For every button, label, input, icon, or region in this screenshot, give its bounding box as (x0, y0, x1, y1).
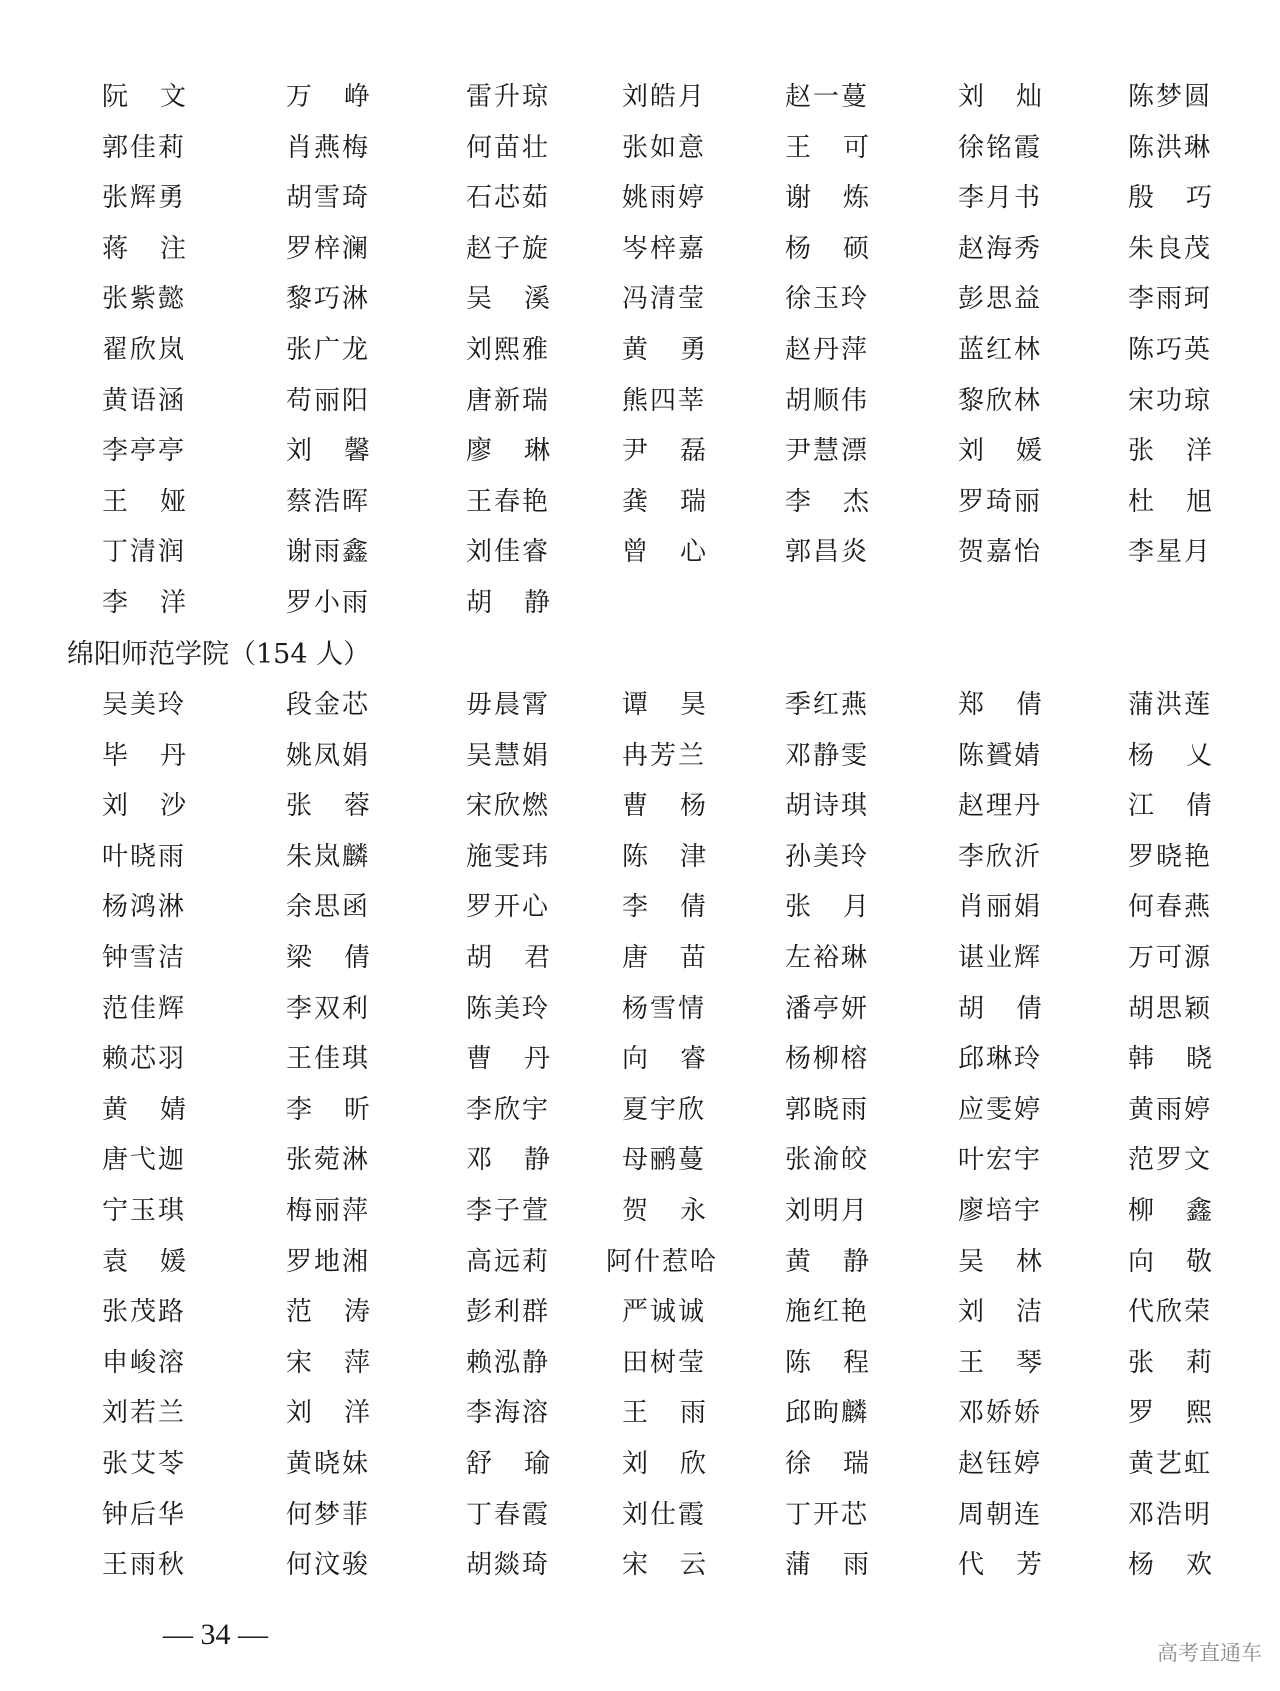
person-name: 宁玉琪 (102, 1196, 187, 1226)
person-name: 谌业辉 (958, 943, 1043, 973)
person-name: 郑倩 (958, 690, 1075, 720)
name-row (0, 332, 1280, 368)
person-name: 宋萍 (286, 1347, 403, 1378)
person-name: 毋晨霄 (466, 690, 551, 720)
person-name: 叶晓雨 (102, 841, 187, 872)
person-name: 王雨秋 (102, 1550, 187, 1581)
person-name: 陈巧英 (1128, 335, 1213, 365)
person-name: 代芳 (958, 1550, 1075, 1581)
person-name: 向敬 (1128, 1246, 1245, 1277)
person-name: 万可源 (1128, 943, 1213, 973)
person-name: 张渝皎 (785, 1145, 870, 1176)
person-name: 王琴 (958, 1347, 1075, 1378)
person-name: 杨雪情 (622, 993, 707, 1024)
person-name: 何苗壮 (466, 132, 551, 163)
person-name: 张紫懿 (102, 284, 187, 315)
person-name: 梁倩 (286, 943, 403, 973)
person-name: 孙美玲 (785, 841, 870, 872)
person-name: 刘仕霞 (622, 1499, 707, 1530)
person-name: 曹丹 (466, 1044, 583, 1075)
person-name: 赵丹萍 (785, 335, 870, 365)
person-name: 胡雪琦 (286, 183, 371, 214)
name-row (0, 130, 1280, 166)
person-name: 陈津 (622, 841, 739, 872)
person-name: 施红艳 (785, 1297, 870, 1328)
person-name: 范罗文 (1128, 1145, 1213, 1176)
name-row (0, 889, 1280, 925)
name-row (0, 1041, 1280, 1077)
person-name: 石芯茹 (466, 183, 551, 214)
person-name: 毕丹 (102, 740, 219, 771)
person-name: 刘熙雅 (466, 335, 551, 365)
person-name: 田树莹 (622, 1347, 707, 1378)
name-row (0, 1092, 1280, 1128)
person-name: 罗开心 (466, 892, 551, 923)
person-name: 舒瑜 (466, 1449, 583, 1479)
name-row (0, 738, 1280, 774)
person-name: 冉芳兰 (622, 740, 707, 771)
person-name: 郭佳莉 (102, 132, 187, 163)
person-name: 刘若兰 (102, 1398, 187, 1429)
person-name: 胡思颖 (1128, 993, 1213, 1024)
person-name: 赵一蔓 (785, 82, 870, 112)
person-name: 曹杨 (622, 791, 739, 822)
person-name: 李昕 (286, 1094, 403, 1125)
person-name: 余思函 (286, 892, 371, 923)
person-name: 李倩 (622, 892, 739, 923)
person-name: 赵海秀 (958, 233, 1043, 264)
name-row (0, 433, 1280, 469)
person-name: 黎巧淋 (286, 284, 371, 315)
name-row (0, 940, 1280, 976)
name-row (0, 687, 1280, 723)
person-name: 张洋 (1128, 436, 1245, 467)
person-name: 贺永 (622, 1196, 739, 1226)
person-name: 李双利 (286, 993, 371, 1024)
person-name: 吴林 (958, 1246, 1075, 1277)
person-name: 张艾苓 (102, 1449, 187, 1479)
person-name: 阮文 (102, 82, 219, 112)
person-name: 申峻溶 (102, 1347, 187, 1378)
person-name: 季红燕 (785, 690, 870, 720)
name-row (0, 585, 1280, 621)
person-name: 廖培宇 (958, 1196, 1043, 1226)
person-name: 赵子旋 (466, 233, 551, 264)
person-name: 陈美玲 (466, 993, 551, 1024)
person-name: 徐玉玲 (785, 284, 870, 315)
name-row (0, 484, 1280, 520)
person-name: 刘灿 (958, 82, 1075, 112)
person-name: 吴美玲 (102, 690, 187, 720)
name-row (0, 991, 1280, 1027)
person-name: 邓浩明 (1128, 1499, 1213, 1530)
person-name: 宋功琼 (1128, 385, 1213, 416)
person-name: 刘媛 (958, 436, 1075, 467)
person-name: 肖燕梅 (286, 132, 371, 163)
person-name: 蒲洪莲 (1128, 690, 1213, 720)
person-name: 罗梓澜 (286, 233, 371, 264)
person-name: 应雯婷 (958, 1094, 1043, 1125)
person-name: 朱良茂 (1128, 233, 1213, 264)
person-name: 杨硕 (785, 233, 902, 264)
person-name: 苟丽阳 (286, 385, 371, 416)
person-name: 徐铭霞 (958, 132, 1043, 163)
person-name: 邓静雯 (785, 740, 870, 771)
person-name: 唐弋迦 (102, 1145, 187, 1176)
person-name: 黄静 (785, 1246, 902, 1277)
person-name: 姚雨婷 (622, 183, 707, 214)
person-name: 王可 (785, 132, 902, 163)
person-name: 罗晓艳 (1128, 841, 1213, 872)
person-name: 杨柳榕 (785, 1044, 870, 1075)
person-name: 刘洋 (286, 1398, 403, 1429)
person-name: 胡燚琦 (466, 1550, 551, 1581)
person-name: 李雨珂 (1128, 284, 1213, 315)
person-name: 翟欣岚 (102, 335, 187, 365)
person-name: 何春燕 (1128, 892, 1213, 923)
person-name: 郭晓雨 (785, 1094, 870, 1125)
person-name: 徐瑞 (785, 1449, 902, 1479)
person-name: 梅丽萍 (286, 1196, 371, 1226)
person-name: 刘洁 (958, 1297, 1075, 1328)
person-name: 曾心 (622, 537, 739, 568)
person-name: 丁春霞 (466, 1499, 551, 1530)
person-name: 阿什惹哈 (606, 1246, 719, 1277)
name-row (0, 383, 1280, 419)
person-name: 蓝红林 (958, 335, 1043, 365)
person-name: 蔡浩晖 (286, 486, 371, 517)
person-name: 冯清莹 (622, 284, 707, 315)
person-name: 姚凤娟 (286, 740, 371, 771)
person-name: 赵钰婷 (958, 1449, 1043, 1479)
name-row (0, 79, 1280, 115)
person-name: 胡顺伟 (785, 385, 870, 416)
name-row (0, 1142, 1280, 1178)
person-name: 李欣沂 (958, 841, 1043, 872)
person-name: 袁媛 (102, 1246, 219, 1277)
person-name: 张茂路 (102, 1297, 187, 1328)
person-name: 刘欣 (622, 1449, 739, 1479)
person-name: 杨鸿淋 (102, 892, 187, 923)
person-name: 左裕琳 (785, 943, 870, 973)
person-name: 唐新瑞 (466, 385, 551, 416)
person-name: 陈程 (785, 1347, 902, 1378)
person-name: 李海溶 (466, 1398, 551, 1429)
person-name: 夏宇欣 (622, 1094, 707, 1125)
person-name: 谢雨鑫 (286, 537, 371, 568)
person-name: 王春艳 (466, 486, 551, 517)
person-name: 吴慧娟 (466, 740, 551, 771)
person-name: 尹慧漂 (785, 436, 870, 467)
person-name: 周朝连 (958, 1499, 1043, 1530)
person-name: 张蓉 (286, 791, 403, 822)
name-row (0, 231, 1280, 267)
name-row (0, 534, 1280, 570)
person-name: 张辉勇 (102, 183, 187, 214)
person-name: 谢炼 (785, 183, 902, 214)
person-name: 丁开芯 (785, 1499, 870, 1530)
name-row (0, 1345, 1280, 1381)
person-name: 赵理丹 (958, 791, 1043, 822)
person-name: 胡君 (466, 943, 583, 973)
person-name: 万峥 (286, 82, 403, 112)
person-name: 母鹂蔓 (622, 1145, 707, 1176)
person-name: 郭昌炎 (785, 537, 870, 568)
page-number: — 34 — (163, 1618, 268, 1651)
person-name: 刘佳睿 (466, 537, 551, 568)
person-name: 张菀淋 (286, 1145, 371, 1176)
person-name: 杨乂 (1128, 740, 1245, 771)
person-name: 向睿 (622, 1044, 739, 1075)
person-name: 蒋注 (102, 233, 219, 264)
person-name: 陈贇婧 (958, 740, 1043, 771)
person-name: 黄艺虹 (1128, 1449, 1213, 1479)
person-name: 黄勇 (622, 335, 739, 365)
person-name: 彭利群 (466, 1297, 551, 1328)
watermark: 高考直通车 (1157, 1641, 1262, 1665)
name-row (0, 1193, 1280, 1229)
person-name: 邓静 (466, 1145, 583, 1176)
name-row (0, 1244, 1280, 1280)
person-name: 赖芯羽 (102, 1044, 187, 1075)
name-row (0, 788, 1280, 824)
person-name: 宋欣燃 (466, 791, 551, 822)
person-name: 邓娇娇 (958, 1398, 1043, 1429)
person-name: 陈洪琳 (1128, 132, 1213, 163)
name-row (0, 281, 1280, 317)
person-name: 王娅 (102, 486, 219, 517)
person-name: 张如意 (622, 132, 707, 163)
person-name: 胡静 (466, 588, 583, 618)
person-name: 尹磊 (622, 436, 739, 467)
name-row (0, 1497, 1280, 1533)
name-row (0, 1294, 1280, 1330)
name-row (0, 1446, 1280, 1482)
person-name: 杜旭 (1128, 486, 1245, 517)
person-name: 江倩 (1128, 791, 1245, 822)
person-name: 黄雨婷 (1128, 1094, 1213, 1125)
person-name: 罗琦丽 (958, 486, 1043, 517)
person-name: 施雯玮 (466, 841, 551, 872)
person-name: 张莉 (1128, 1347, 1245, 1378)
name-row (0, 1395, 1280, 1431)
person-name: 代欣荣 (1128, 1297, 1213, 1328)
person-name: 刘馨 (286, 436, 403, 467)
person-name: 何汶骏 (286, 1550, 371, 1581)
person-name: 杨欢 (1128, 1550, 1245, 1581)
person-name: 龚瑞 (622, 486, 739, 517)
person-name: 范涛 (286, 1297, 403, 1328)
person-name: 李欣宇 (466, 1094, 551, 1125)
name-row (0, 1547, 1280, 1583)
person-name: 黄婧 (102, 1094, 219, 1125)
person-name: 黄语涵 (102, 385, 187, 416)
person-name: 雷升琼 (466, 82, 551, 112)
person-name: 岑梓嘉 (622, 233, 707, 264)
person-name: 刘皓月 (622, 82, 707, 112)
person-name: 刘明月 (785, 1196, 870, 1226)
person-name: 范佳辉 (102, 993, 187, 1024)
person-name: 刘沙 (102, 791, 219, 822)
person-name: 钟后华 (102, 1499, 187, 1530)
person-name: 陈梦圆 (1128, 82, 1213, 112)
person-name: 严诚诚 (622, 1297, 707, 1328)
person-name: 肖丽娟 (958, 892, 1043, 923)
person-name: 蒲雨 (785, 1550, 902, 1581)
person-name: 叶宏宇 (958, 1145, 1043, 1176)
person-name: 贺嘉怡 (958, 537, 1043, 568)
name-row (0, 839, 1280, 875)
person-name: 张月 (785, 892, 902, 923)
person-name: 李亭亭 (102, 436, 187, 467)
person-name: 韩晓 (1128, 1044, 1245, 1075)
person-name: 谭昊 (622, 690, 739, 720)
person-name: 邱昫麟 (785, 1398, 870, 1429)
section-title: 绵阳师范学院（154 人） (67, 639, 371, 670)
person-name: 王雨 (622, 1398, 739, 1429)
person-name: 廖琳 (466, 436, 583, 467)
person-name: 李洋 (102, 588, 219, 618)
person-name: 柳鑫 (1128, 1196, 1245, 1226)
person-name: 彭思益 (958, 284, 1043, 315)
person-name: 胡诗琪 (785, 791, 870, 822)
person-name: 丁清润 (102, 537, 187, 568)
person-name: 罗小雨 (286, 588, 371, 618)
person-name: 邱琳玲 (958, 1044, 1043, 1075)
person-name: 李杰 (785, 486, 902, 517)
person-name: 潘亭妍 (785, 993, 870, 1024)
person-name: 李月书 (958, 183, 1043, 214)
person-name: 胡倩 (958, 993, 1075, 1024)
person-name: 高远莉 (466, 1246, 551, 1277)
person-name: 罗熙 (1128, 1398, 1245, 1429)
person-name: 吴溪 (466, 284, 583, 315)
person-name: 黎欣林 (958, 385, 1043, 416)
person-name: 朱岚麟 (286, 841, 371, 872)
person-name: 宋云 (622, 1550, 739, 1581)
person-name: 熊四莘 (622, 385, 707, 416)
person-name: 钟雪洁 (102, 943, 187, 973)
person-name: 李星月 (1128, 537, 1213, 568)
person-name: 赖泓静 (466, 1347, 551, 1378)
name-row (0, 180, 1280, 216)
person-name: 何梦菲 (286, 1499, 371, 1530)
person-name: 殷巧 (1128, 183, 1245, 214)
person-name: 黄晓妹 (286, 1449, 371, 1479)
person-name: 李子萱 (466, 1196, 551, 1226)
person-name: 段金芯 (286, 690, 371, 720)
person-name: 罗地湘 (286, 1246, 371, 1277)
person-name: 张广龙 (286, 335, 371, 365)
person-name: 唐苗 (622, 943, 739, 973)
person-name: 王佳琪 (286, 1044, 371, 1075)
